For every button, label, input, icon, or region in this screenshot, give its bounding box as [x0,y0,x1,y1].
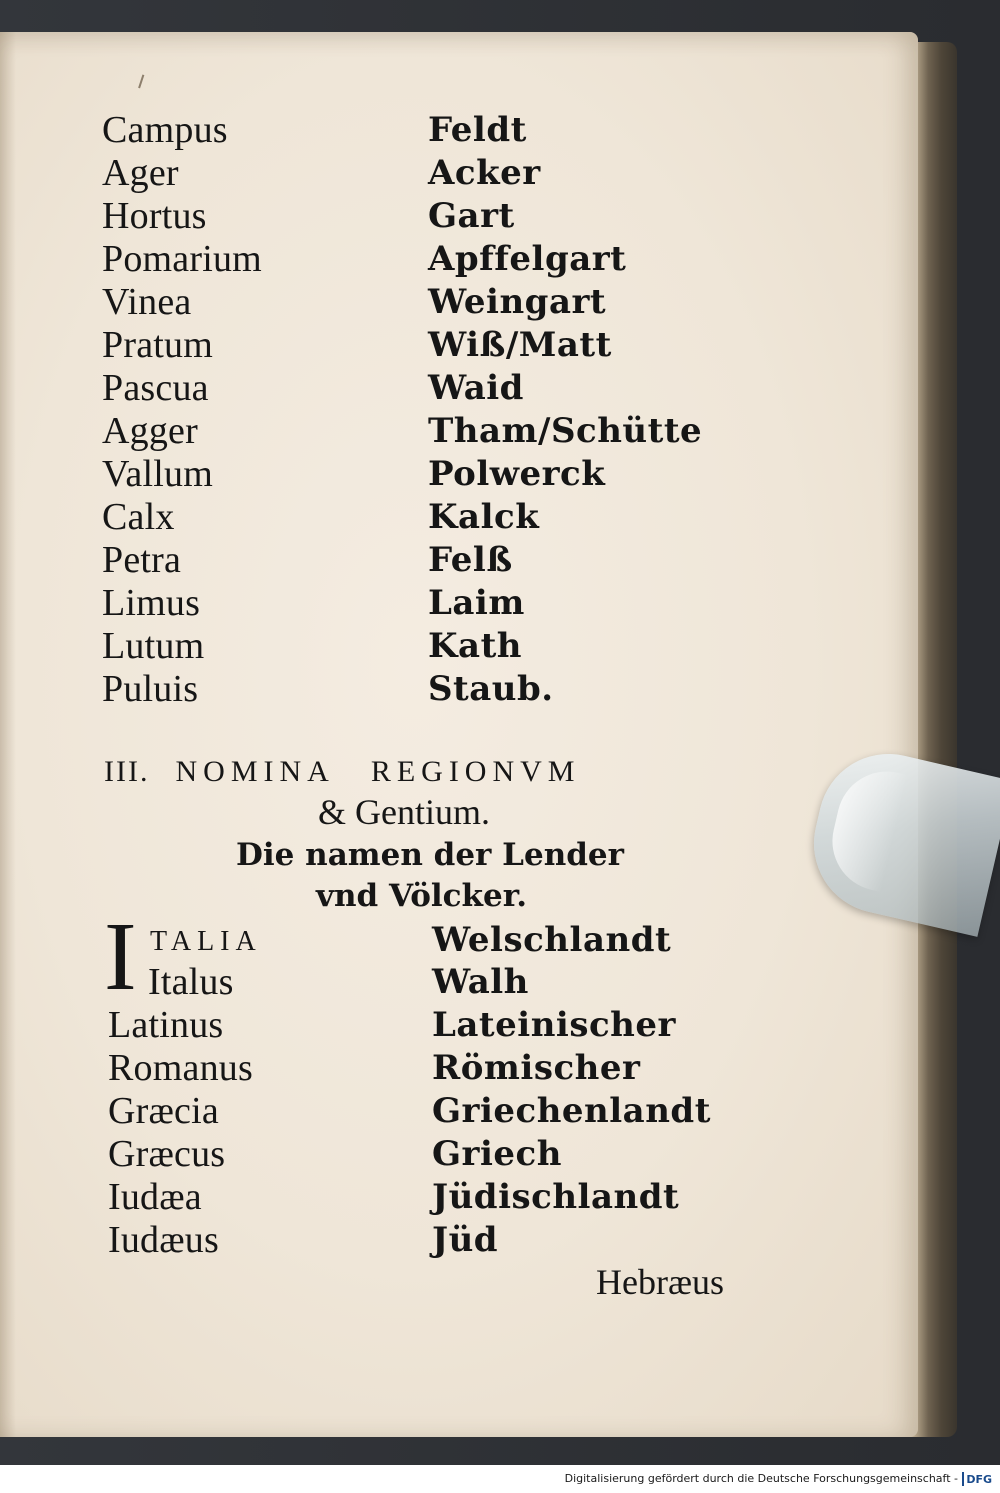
catchword: Hebræus [596,1262,724,1302]
latin-word: Ager [102,152,179,194]
section-heading [104,750,684,794]
german-word: Feldt [428,110,527,150]
latin-word: Pascua [102,367,209,409]
latin-word: Iudæus [108,1219,219,1261]
latin-word: Hortus [102,195,207,237]
latin-word: Campus [102,109,228,151]
latin-word: Vinea [102,281,192,323]
footer-credit-text: Digitalisierung gefördert durch die Deutsche Forschungsgemeinschaft - [564,1472,958,1485]
latin-word: Vallum [102,453,213,495]
german-word: Laim [428,583,525,623]
latin-word: Calx [102,496,175,538]
latin-word: Puluis [102,668,199,710]
latin-word: Italus [148,961,234,1003]
latin-word: Lutum [102,625,205,667]
latin-word: Romanus [108,1047,253,1089]
latin-word: Limus [102,582,201,624]
german-word: Griech [432,1134,562,1174]
dfg-logo-text: DFG [966,1472,992,1486]
german-word: Tham/Schütte [428,411,703,451]
digitization-footer [0,1465,1000,1493]
drop-capital: I [104,903,137,1011]
german-word: Apffelgart [428,239,627,279]
german-word: Weingart [428,282,607,322]
german-word: Jüdischlandt [432,1177,680,1217]
latin-word: Pomarium [102,238,262,280]
german-section-title: vnd Völcker. [316,878,528,914]
german-word: Staub. [428,669,554,709]
german-word: Acker [428,153,541,193]
dfg-logo-mark [962,1472,964,1486]
german-word: Kath [428,626,523,666]
german-word: Lateinischer [432,1005,676,1045]
german-word: Polwerck [428,454,606,494]
german-word: Walh [432,962,529,1002]
dfg-logo-icon [962,1469,992,1489]
latin-word: Agger [102,410,198,452]
german-section-title: Die namen der Lender [236,837,624,873]
german-word: Kalck [428,497,540,537]
page-gutter-shadow [0,32,16,1437]
latin-word: TALIA [150,926,262,957]
german-word: Felß [428,540,513,580]
section-title-word: NOMINA [175,755,335,788]
german-word: Gart [428,196,515,236]
latin-word: Petra [102,539,182,581]
section-number: III. [104,755,150,788]
latin-word: Iudæa [108,1176,202,1218]
german-word: Römischer [432,1048,641,1088]
german-word: Welschlandt [432,920,672,960]
latin-word: Græcus [108,1133,226,1175]
german-word: Jüd [432,1220,499,1260]
section-subtitle: & Gentium. [318,792,490,832]
latin-word: Græcia [108,1090,219,1132]
german-word: Waid [428,368,524,408]
latin-word: Latinus [108,1004,224,1046]
latin-word: Pratum [102,324,213,366]
section-title-word: REGIONVM [370,755,581,788]
german-word: Wiß/Matt [428,325,612,365]
german-word: Griechenlandt [432,1091,711,1131]
